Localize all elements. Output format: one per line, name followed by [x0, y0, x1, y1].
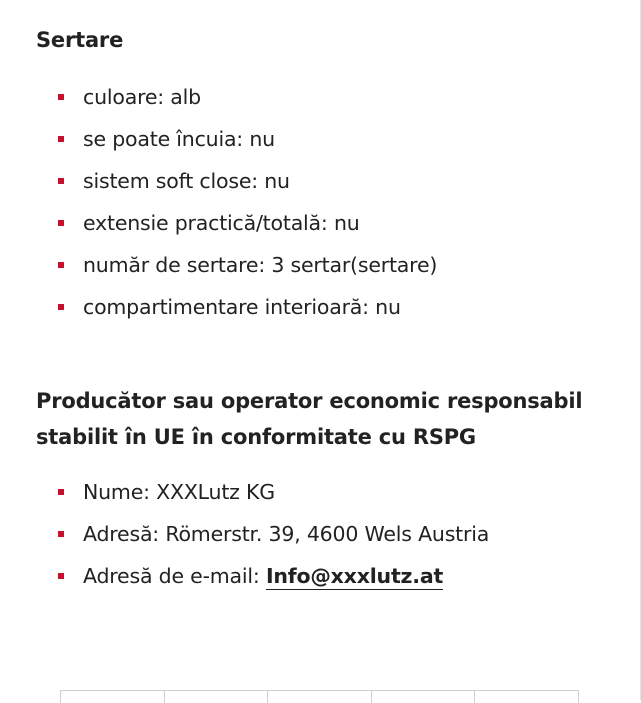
table-cell — [165, 691, 269, 703]
square-bullet-icon — [58, 136, 64, 142]
list-item — [36, 202, 437, 244]
producer-heading: Producător sau operator economic responsabil stabilit în UE în conformitate cu RSPG — [36, 389, 583, 449]
square-bullet-icon — [58, 304, 64, 310]
list-item — [36, 76, 437, 118]
square-bullet-icon — [58, 220, 64, 226]
spec-soft-close: sistem soft close: nu — [83, 169, 290, 193]
table-cell — [372, 691, 476, 703]
list-item — [36, 471, 489, 513]
spec-lockable: se poate încuia: nu — [83, 127, 275, 151]
list-item — [36, 555, 489, 597]
producer-name: Nume: XXXLutz KG — [83, 480, 275, 504]
drawers-spec-list — [36, 76, 437, 328]
table-cell — [268, 691, 372, 703]
list-item — [36, 286, 437, 328]
spec-interior-division: compartimentare interioară: nu — [83, 295, 401, 319]
spec-color: culoare: alb — [83, 85, 201, 109]
list-item — [36, 244, 437, 286]
producer-info-list — [36, 471, 489, 597]
spec-drawer-count: număr de sertare: 3 sertar(sertare) — [83, 253, 438, 277]
list-item — [36, 160, 437, 202]
list-item — [36, 513, 489, 555]
list-item — [36, 118, 437, 160]
spec-extension: extensie practică/totală: nu — [83, 211, 360, 235]
table-cell — [475, 691, 579, 703]
square-bullet-icon — [58, 531, 64, 537]
table-cell — [61, 691, 165, 703]
square-bullet-icon — [58, 94, 64, 100]
square-bullet-icon — [58, 262, 64, 268]
square-bullet-icon — [58, 489, 64, 495]
producer-email-label: Adresă de e-mail: — [83, 564, 266, 588]
bottom-table-strip — [60, 690, 579, 703]
producer-email-link[interactable]: Info@xxxlutz.at — [265, 564, 444, 588]
square-bullet-icon — [58, 178, 64, 184]
producer-address: Adresă: Römerstr. 39, 4600 Wels Austria — [83, 522, 490, 546]
square-bullet-icon — [58, 573, 64, 579]
drawers-heading: Sertare — [36, 28, 124, 52]
